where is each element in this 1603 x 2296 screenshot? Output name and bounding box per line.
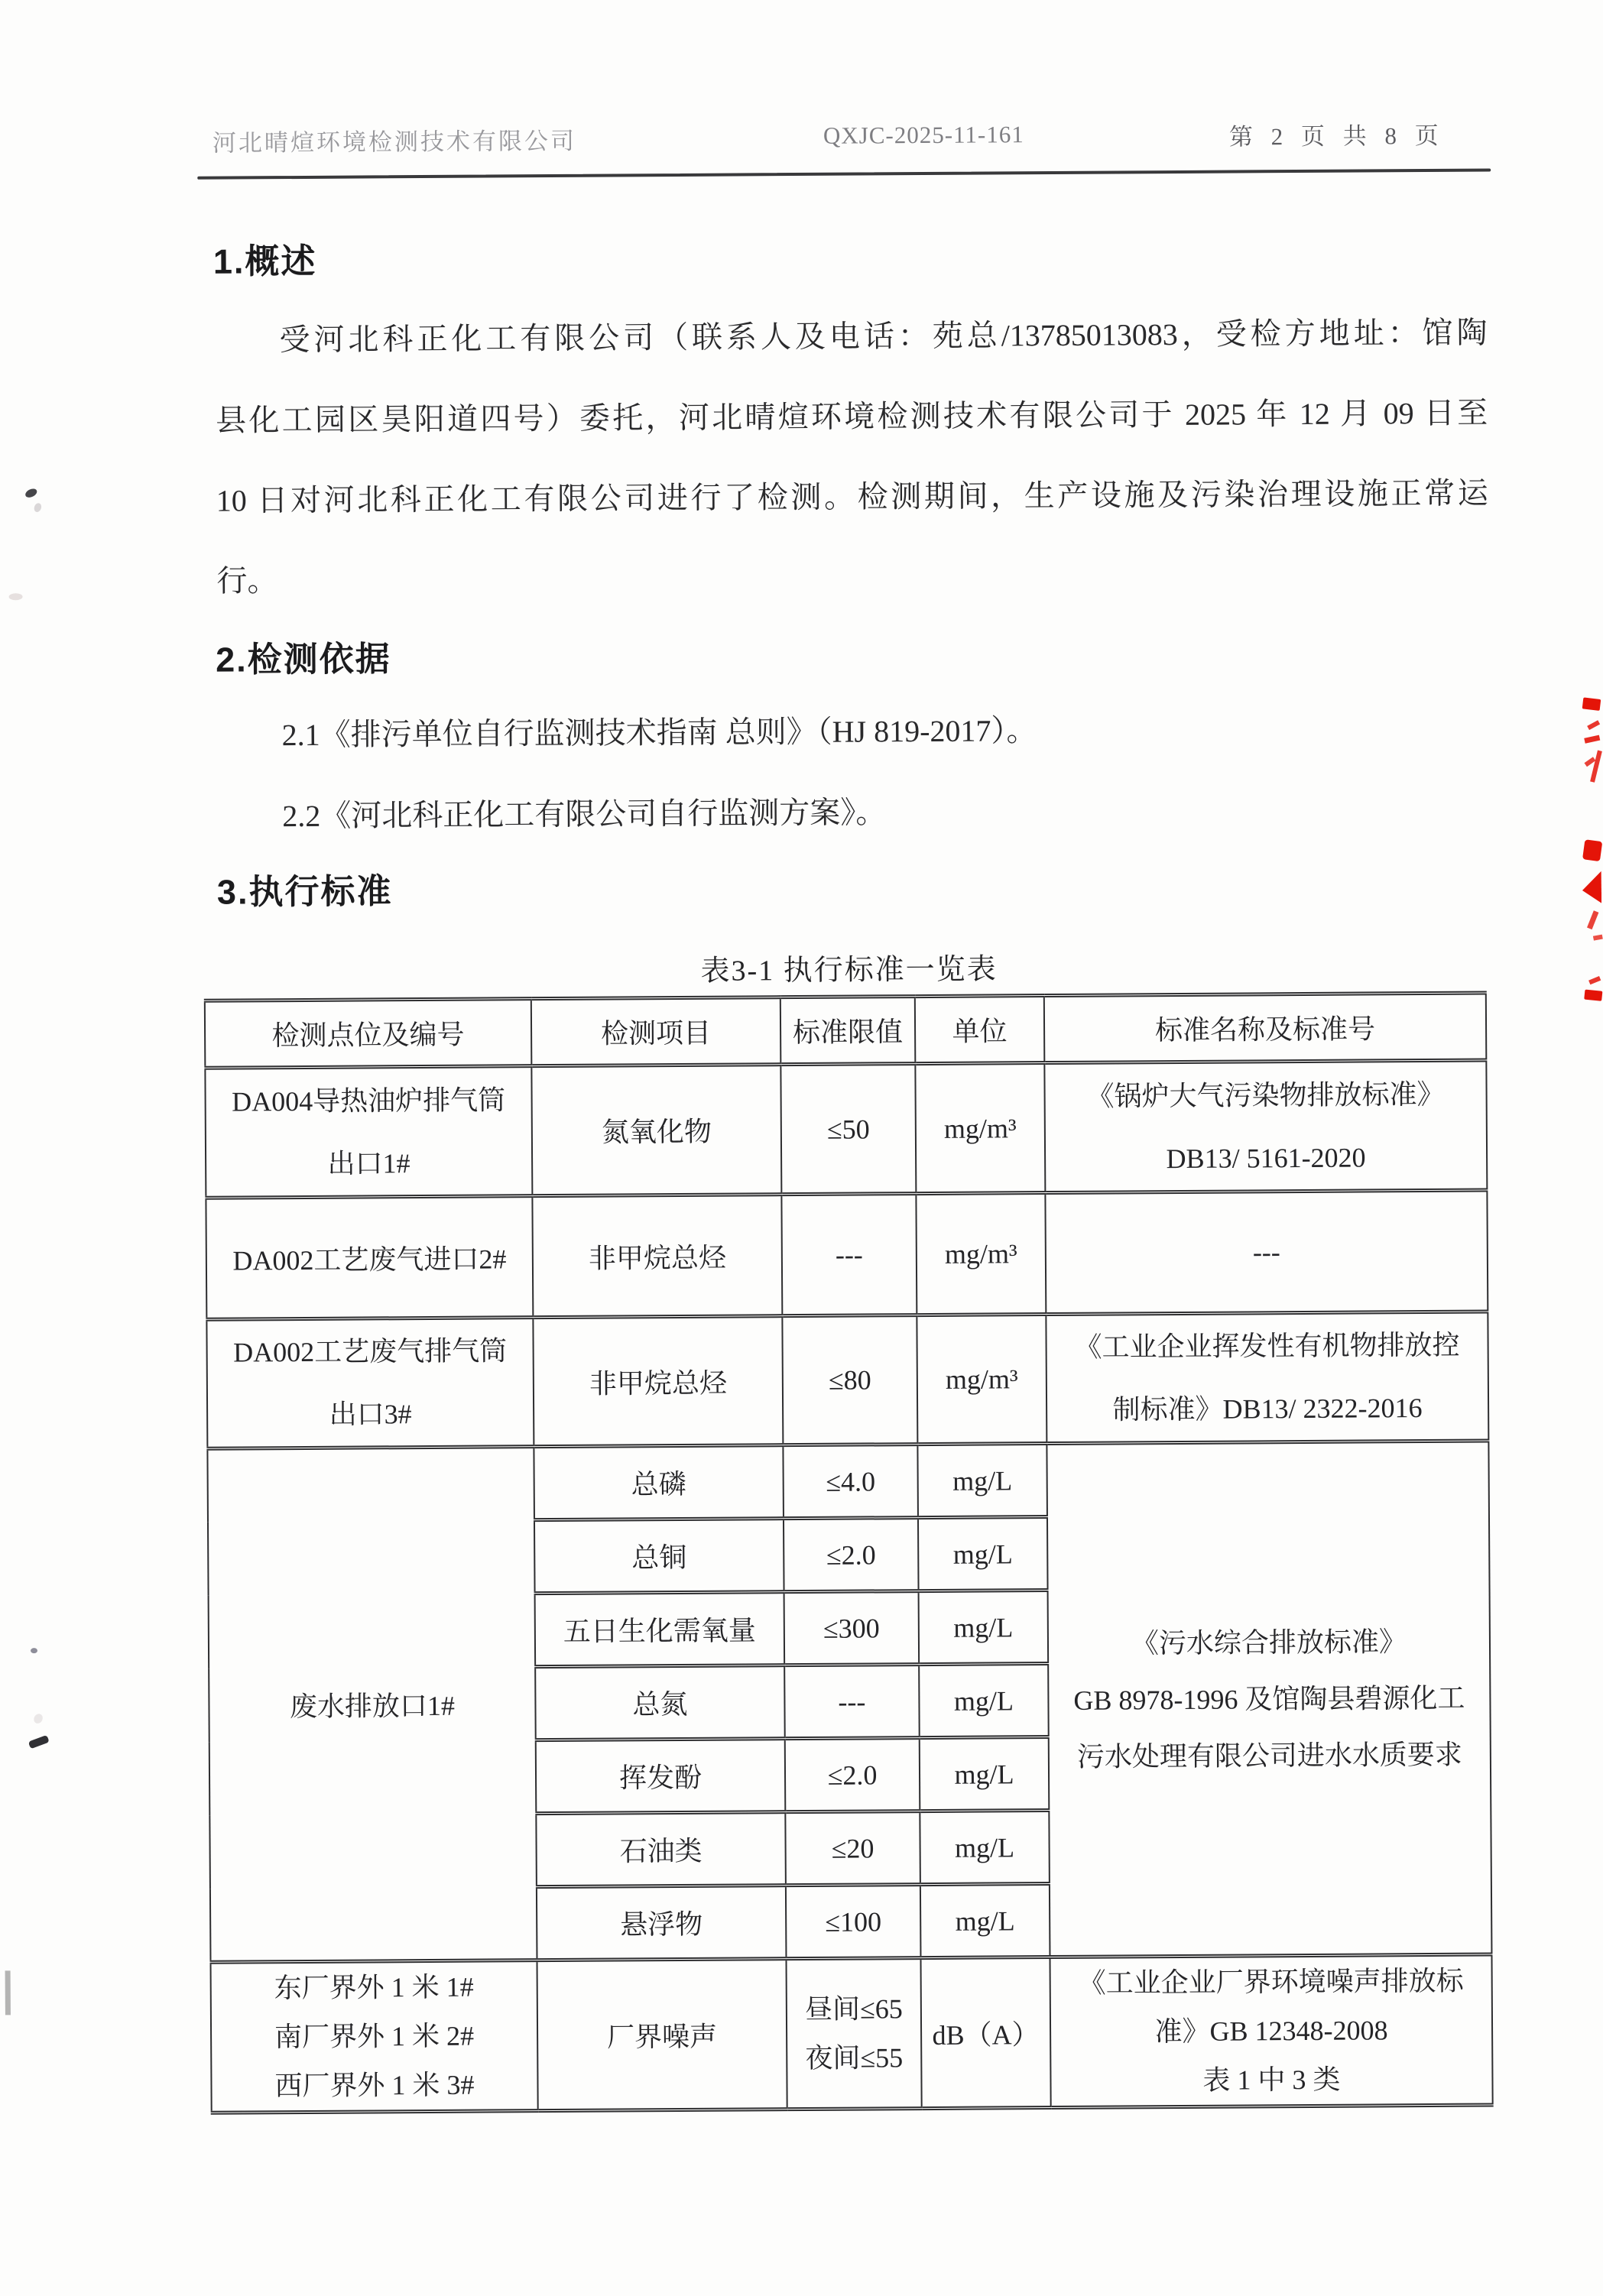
cell-site: DA002工艺废气进口2# [206, 1196, 533, 1320]
red-stamp-fragment [1584, 735, 1600, 744]
cell-site: DA004导热油炉排气筒 出口1# [205, 1066, 532, 1198]
cell-limit: ≤50 [780, 1064, 916, 1195]
cell-limit: ≤2.0 [785, 1738, 920, 1812]
cell-item: 厂界噪声 [537, 1959, 787, 2111]
cell-limit: ≤20 [785, 1811, 920, 1886]
cell-item: 总氮 [535, 1665, 785, 1740]
col-header-standard: 标准名称及标准号 [1044, 993, 1487, 1063]
overview-paragraph-line: 受河北科正化工有限公司（联系人及电话：苑总/13785013083，受检方地址：馆陶 [279, 315, 1488, 358]
cell-limit: --- [781, 1194, 917, 1316]
cell-unit: mg/L [918, 1517, 1048, 1591]
red-stamp-fragment [1593, 935, 1603, 941]
col-header-item: 检测项目 [531, 997, 781, 1066]
cell-item: 悬浮物 [537, 1886, 787, 1960]
cell-standard-wastewater: 《污水综合排放标准》 GB 8978-1996 及馆陶县碧源化工 污水处理有限公司进水水质要求 [1046, 1441, 1491, 1957]
cell-unit: mg/m³ [917, 1315, 1046, 1445]
red-stamp-fragment [1587, 910, 1598, 929]
cell-site-wastewater: 废水排放口1# [207, 1447, 537, 1963]
cell-unit: mg/L [920, 1884, 1050, 1958]
cell-site-noise: 东厂界外 1 米 1# 南厂界外 1 米 2# 西厂界外 1 米 3# [211, 1960, 538, 2113]
section-3-heading: 3.执行标准 [216, 871, 393, 912]
cell-item: 石油类 [536, 1812, 786, 1887]
cell-limit: ≤2.0 [784, 1518, 919, 1592]
cell-item: 非甲烷总烃 [533, 1316, 783, 1447]
scan-speck [28, 1735, 50, 1749]
cell-unit: mg/L [919, 1664, 1049, 1738]
table-row [205, 1060, 1487, 1198]
red-stamp-fragment [1582, 871, 1601, 903]
red-stamp-fragment [1587, 720, 1600, 730]
basis-item: 2.2《河北科正化工有限公司自行监测方案》。 [282, 795, 887, 834]
cell-unit: mg/m³ [916, 1193, 1046, 1315]
cell-unit: dB（A） [920, 1957, 1050, 2109]
cell-site: DA002工艺废气排气筒 出口3# [206, 1318, 534, 1449]
cell-standard-noise: 《工业企业厂界环境噪声排放标 准》GB 12348-2008 表 1 中 3 类 [1050, 1954, 1492, 2108]
table-row [206, 1312, 1488, 1448]
cell-item: 总磷 [534, 1445, 784, 1520]
header-report-number: QXJC-2025-11-161 [823, 121, 1024, 149]
cell-limit: ≤4.0 [783, 1445, 918, 1519]
header-page-number: 第 2 页 共 8 页 [1228, 122, 1445, 151]
overview-paragraph-line: 县化工园区昊阳道四号）委托，河北晴煊环境检测技术有限公司于 2025 年 12 月 09 日至 [216, 395, 1488, 438]
col-header-site: 检测点位及编号 [205, 999, 532, 1069]
standards-table [204, 991, 1494, 2115]
cell-item: 挥发酚 [536, 1739, 786, 1814]
red-stamp-fragment [1590, 751, 1602, 783]
table-caption: 表3-1 执行标准一览表 [700, 953, 998, 987]
cell-limit-noise: 昼间≤65 夜间≤55 [786, 1958, 921, 2110]
cell-item: 总铜 [534, 1519, 784, 1594]
cell-unit: mg/L [917, 1444, 1047, 1518]
scan-speck [24, 487, 38, 499]
cell-item: 五日生化需氧量 [535, 1592, 785, 1667]
red-stamp-fragment [1582, 697, 1601, 711]
section-2-heading: 2.检测依据 [215, 639, 391, 679]
overview-paragraph-line: 行。 [216, 563, 278, 598]
scan-speck [32, 1712, 44, 1725]
header-company-name: 河北晴煊环境检测技术有限公司 [212, 127, 577, 157]
cell-limit: ≤80 [782, 1315, 917, 1445]
cell-unit: mg/L [919, 1591, 1049, 1665]
col-header-unit: 单位 [915, 996, 1045, 1064]
scan-speck [31, 1648, 37, 1653]
col-header-limit: 标准限值 [780, 997, 916, 1065]
section-1-heading: 1.概述 [213, 241, 317, 281]
scan-speck [33, 502, 43, 513]
cell-limit: ≤100 [786, 1885, 921, 1959]
cell-limit: ≤300 [784, 1591, 920, 1665]
cell-unit: mg/L [920, 1737, 1050, 1811]
header-divider-line [197, 168, 1491, 179]
cell-limit: --- [784, 1665, 920, 1739]
scan-speck [9, 593, 23, 600]
overview-paragraph-line: 10 日对河北科正化工有限公司进行了检测。检测期间，生产设施及污染治理设施正常运 [216, 475, 1488, 518]
cell-standard: --- [1045, 1190, 1488, 1315]
basis-item: 2.1《排污单位自行监测技术指南 总则》（HJ 819-2017）。 [281, 713, 1037, 753]
red-stamp-fragment [1588, 976, 1601, 984]
cell-unit: mg/m³ [915, 1063, 1045, 1194]
table-header-row [205, 993, 1487, 1068]
table-row [207, 1441, 1489, 1522]
cell-item: 非甲烷总烃 [532, 1195, 782, 1318]
red-stamp-fragment [1584, 990, 1602, 1001]
red-stamp-fragment [1582, 839, 1602, 861]
table-row [206, 1190, 1488, 1319]
cell-unit: mg/L [920, 1811, 1050, 1885]
cell-item: 氮氧化物 [531, 1065, 781, 1196]
table-row [211, 1954, 1493, 2113]
cell-standard: 《锅炉大气污染物排放标准》 DB13/ 5161-2020 [1044, 1060, 1487, 1193]
cell-standard: 《工业企业挥发性有机物排放控 制标准》DB13/ 2322-2016 [1046, 1312, 1488, 1444]
scan-edge-shadow [5, 1970, 11, 2015]
